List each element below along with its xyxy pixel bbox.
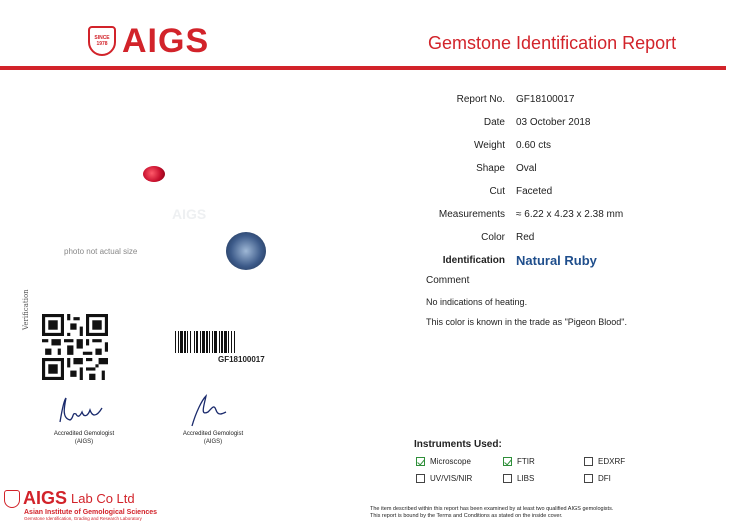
barcode-bar (212, 331, 213, 353)
identification-label: Identification (442, 255, 505, 266)
barcode-bar (228, 331, 229, 353)
signature-2-caption (168, 430, 258, 446)
signature-1-caption (39, 430, 129, 446)
barcode-bar (219, 331, 220, 353)
hologram-seal (226, 232, 266, 270)
aigs-logo (88, 21, 210, 60)
barcode-bar (196, 331, 198, 353)
barcode-bar (206, 331, 208, 353)
barcode-bar (214, 331, 217, 353)
color-value: Red (516, 232, 535, 243)
checkbox-checked-icon (503, 457, 512, 466)
instrument-edxrf (584, 457, 625, 466)
instrument-dfi (584, 474, 611, 483)
barcode-bar (190, 331, 191, 353)
comment-label: Comment (426, 275, 470, 286)
lab-logo-suffix: Lab Co Ltd (71, 491, 135, 506)
barcode-bar (175, 331, 176, 353)
signature-2 (178, 392, 258, 430)
barcode (175, 331, 276, 353)
comment-line-2: This color is known in the trade as "Pigeon Blood". (426, 317, 627, 327)
barcode-bar (200, 331, 201, 353)
footer-note-line-2: This report is bound by the Terms and Conditions as stated on the inside cover. (370, 513, 563, 519)
watermark: AIGS (172, 206, 207, 222)
verification-label: Verification (22, 289, 30, 330)
instruments-title: Instruments Used: (414, 439, 502, 450)
footer-note-line-1: The item described within this report has been examined by at least two qualified AIGS gemologists. (370, 506, 614, 512)
comment-line-1: No indications of heating. (426, 297, 528, 307)
barcode-bar (231, 331, 232, 353)
barcode-bar (209, 331, 210, 353)
date-value: 03 October 2018 (516, 117, 591, 128)
signature-2-org: (AIGS) (203, 439, 223, 445)
instrument-uvvisnir (416, 474, 472, 483)
barcode-bar (187, 331, 188, 353)
date-label: Date (483, 117, 505, 128)
instrument-microscope (416, 457, 471, 466)
barcode-bar (178, 331, 179, 353)
signature-1-org: (AIGS) (74, 439, 94, 445)
header-divider (0, 66, 726, 70)
aigs-seal-icon (88, 26, 116, 56)
measurements-label: Measurements (438, 209, 505, 220)
barcode-bar (234, 331, 235, 353)
barcode-bar (180, 331, 183, 353)
qr-code[interactable] (42, 313, 108, 381)
instrument-libs (503, 474, 534, 483)
seal-year: 1978 (96, 41, 108, 47)
instrument-ftir (503, 457, 535, 466)
barcode-bar (184, 331, 186, 353)
color-label: Color (481, 232, 505, 243)
signature-2-title: Accredited Gemologist (182, 431, 244, 437)
identification-value: Natural Ruby (516, 253, 597, 268)
barcode-number: GF18100017 (218, 355, 265, 364)
signature-1 (42, 392, 122, 430)
lab-logo-line-2: Gemstone Identification, Grading and Research Laboratory (24, 516, 142, 521)
weight-label: Weight (474, 140, 505, 151)
barcode-bar (202, 331, 205, 353)
checkbox-unchecked-icon (416, 474, 425, 483)
checkbox-unchecked-icon (584, 474, 593, 483)
ruby-photo (143, 166, 165, 182)
shape-label: Shape (476, 163, 505, 174)
shape-value: Oval (516, 163, 537, 174)
checkbox-unchecked-icon (503, 474, 512, 483)
report-no-label: Report No. (456, 94, 505, 105)
lab-seal-icon (4, 490, 20, 508)
measurements-value: ≈ 6.22 x 4.23 x 2.38 mm (516, 209, 624, 220)
weight-value: 0.60 cts (516, 140, 552, 151)
lab-logo (4, 488, 157, 521)
cut-label: Cut (489, 186, 505, 197)
instrument-label: UV/VIS/NIR (430, 474, 473, 483)
barcode-bar (194, 331, 195, 353)
cut-value: Faceted (516, 186, 553, 197)
report-title: Gemstone Identification Report (428, 33, 677, 53)
photo-note: photo not actual size (64, 247, 138, 256)
instrument-label: EDXRF (598, 457, 626, 466)
barcode-bar (221, 331, 223, 353)
report-no-value: GF18100017 (516, 94, 575, 105)
brand-name: AIGS (122, 21, 210, 60)
instrument-label: LIBS (517, 474, 535, 483)
checkbox-checked-icon (416, 457, 425, 466)
lab-logo-name: AIGS (23, 488, 68, 508)
instrument-label: Microscope (430, 457, 471, 466)
footer-note (370, 506, 613, 520)
signature-1-title: Accredited Gemologist (53, 431, 115, 437)
checkbox-unchecked-icon (584, 457, 593, 466)
instrument-label: FTIR (517, 457, 535, 466)
instrument-label: DFI (598, 474, 611, 483)
seal-text-top: SINCE (94, 35, 110, 41)
barcode-bar (224, 331, 227, 353)
lab-logo-line-1: Asian Institute of Gemological Sciences (24, 509, 158, 516)
